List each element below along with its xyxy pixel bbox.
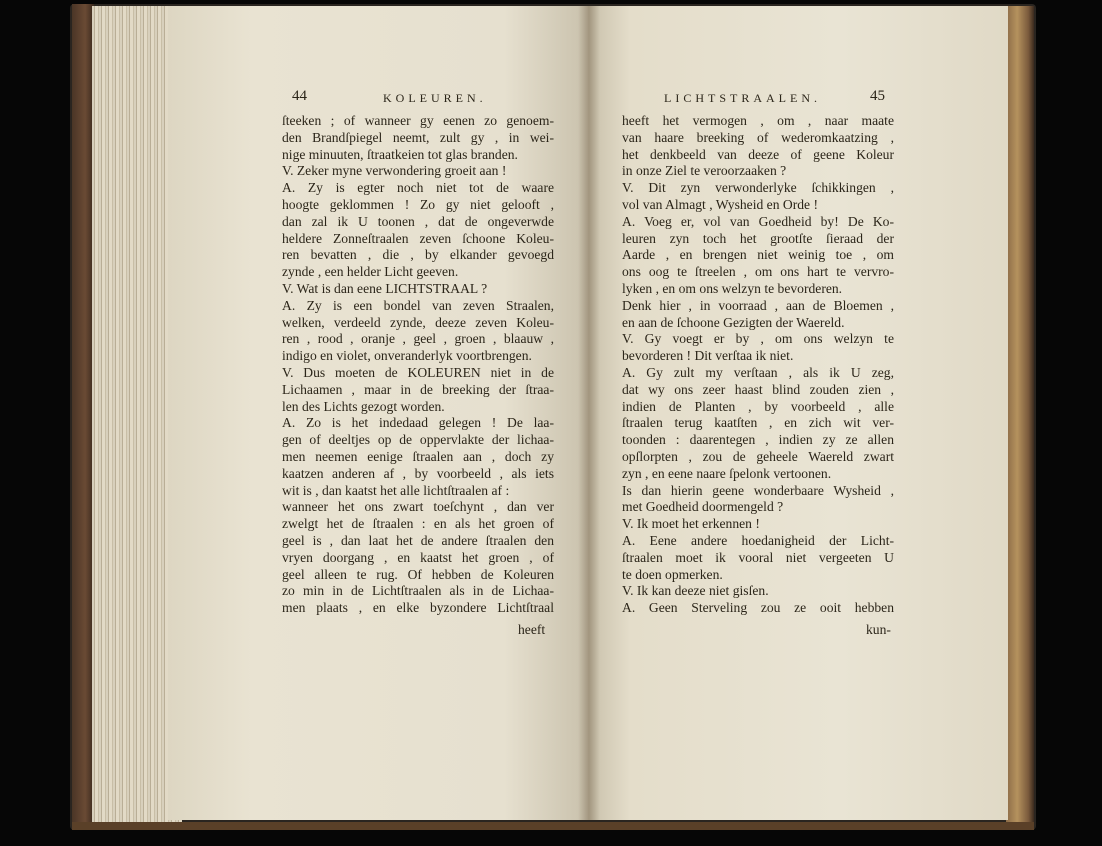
- text-line: ren , rood , oranje , geel , groen , blaauw ,: [282, 331, 554, 347]
- text-line: A. Geen Sterveling zou ze ooit hebben: [622, 600, 894, 616]
- text-line: vryen doorgang , en kaatst het groen , of: [282, 549, 554, 565]
- right-page-text: [622, 113, 894, 617]
- text-line: en aan de ſchoone Gezigten der Waereld.: [622, 314, 845, 330]
- text-line: opſlorpten , zou de geheele Waereld zwart: [622, 448, 894, 464]
- right-cover-edge: [1006, 6, 1034, 822]
- text-line: A. Zy is een bondel van zeven Straalen,: [282, 297, 554, 313]
- text-line: nige minuuten, ſtraatkeien tot glas branden.: [282, 146, 518, 162]
- text-line: V. Wat is dan eene LICHTSTRAAL ?: [282, 280, 488, 296]
- text-line: ſtraalen terug kaatſten , en zich wit ver-: [622, 415, 894, 431]
- text-line: Denk hier , in voorraad , aan de Bloemen ,: [622, 297, 894, 313]
- text-line: dan zal ik U toonen , dat de ongeverwde: [282, 213, 554, 229]
- text-line: indien de Planten , by voorbeeld , alle: [622, 398, 894, 414]
- text-line: V. Ik kan deeze niet gisſen.: [622, 583, 769, 599]
- text-line: toonden : daarentegen , indien zy ze allen: [622, 432, 894, 448]
- left-catchword: heeft: [518, 622, 546, 637]
- text-line: geel alleen te rug. Of hebben de Koleuren: [282, 566, 554, 582]
- text-line: ſtraalen moet ik vooral niet vergeeten U: [622, 549, 894, 565]
- text-line: Is dan hierin geene wonderbaare Wysheid ,: [622, 482, 894, 498]
- left-page-number: 44: [292, 88, 307, 104]
- text-line: te doen opmerken.: [622, 566, 723, 582]
- text-line: A. Eene andere hoedanigheid der Licht-: [622, 532, 894, 548]
- text-line: welken, verdeeld zynde, deeze zeven Koleu-: [282, 314, 554, 330]
- text-line: geel is , dan laat het de andere ſtraalen den: [282, 532, 554, 548]
- text-line: hoogte geklommen ! Zo gy niet gelooft ,: [282, 196, 554, 212]
- text-line: met Goedheid doormengeld ?: [622, 499, 784, 515]
- text-line: V. Ik moet het erkennen !: [622, 516, 760, 532]
- right-catchword: kun-: [866, 622, 891, 637]
- text-line: men neemen eenige ſtraalen aan , doch zy: [282, 448, 554, 464]
- text-line: indigo en violet, onveranderlyk voortbrengen.: [282, 348, 532, 364]
- text-line: ren bevatten , die , by elkander gevoegd: [282, 247, 554, 263]
- right-page-number: 45: [870, 88, 885, 104]
- text-line: zyn , en eene naare ſpelonk vertoonen.: [622, 465, 832, 481]
- text-line: men plaats , en elke byzondere Lichtſtraal: [282, 600, 554, 616]
- text-line: in onze Ziel te veroorzaaken ?: [622, 163, 787, 179]
- text-line: zo min in de Lichtſtraalen als in de Lichaa-: [282, 583, 554, 599]
- text-line: Aarde , en brengen niet weinig toe , om: [622, 247, 894, 263]
- text-line: V. Dit zyn verwonderlyke ſchikkingen ,: [622, 180, 894, 196]
- text-line: Lichaamen , maar in de breeking der ſtraa-: [282, 381, 554, 397]
- text-line: A. Zo is het indedaad gelegen ! De laa-: [282, 415, 554, 431]
- text-line: gen of deeltjes op de oppervlakte der lichaa-: [282, 432, 554, 448]
- text-line: lyken , en om ons welzyn te bevorderen.: [622, 280, 843, 296]
- left-cover-edge: [72, 4, 94, 826]
- text-line: heeft het vermogen , om , naar maate: [622, 113, 894, 128]
- text-line: A. Voeg er, vol van Goedheid by! De Ko-: [622, 213, 894, 229]
- text-line: wit is , dan kaatst het alle lichtſtraalen af :: [282, 482, 510, 498]
- text-line: A. Gy zult my verſtaan , als ik U zeg,: [622, 364, 894, 380]
- left-running-head: KOLEUREN.: [383, 91, 487, 105]
- text-line: V. Dus moeten de KOLEUREN niet in de: [282, 364, 554, 380]
- text-line: A. Zy is egter noch niet tot de waare: [282, 180, 554, 196]
- text-line: den Brandſpiegel neemt, zult gy , in wei-: [282, 129, 554, 145]
- text-line: wanneer het ons zwart toeſchynt , dan ver: [282, 499, 554, 515]
- text-line: V. Gy voegt er by , om ons welzyn te: [622, 331, 894, 347]
- bottom-cover-edge: [72, 822, 1034, 830]
- book-gutter: [578, 6, 600, 820]
- text-line: vol van Almagt , Wysheid en Orde !: [622, 196, 819, 212]
- text-line: kaatzen anderen af , by voorbeeld , als iets: [282, 465, 554, 481]
- text-line: ſteeken ; of wanneer gy eenen zo genoem-: [282, 113, 554, 128]
- text-line: heldere Zonneſtraalen zeven ſchoone Koleu-: [282, 230, 554, 246]
- text-line: ons oog te ſtreelen , om ons hart te vervro-: [622, 264, 894, 280]
- text-line: leuren zyn toch het grootſte ſieraad der: [622, 230, 894, 246]
- right-running-head: LICHTSTRAALEN.: [664, 91, 821, 105]
- text-line: zynde , een helder Licht geeven.: [282, 264, 459, 280]
- text-line: V. Zeker myne verwondering groeit aan !: [282, 163, 507, 179]
- text-line: zwelgt het de ſtraalen : en als het groen of: [282, 516, 554, 532]
- text-line: len des Lichts gezogt worden.: [282, 398, 445, 414]
- text-line: bevorderen ! Dit verſtaa ik niet.: [622, 348, 794, 364]
- text-line: het denkbeeld van deeze of geene Koleur: [622, 146, 894, 162]
- text-line: dat wy ons zeer haast blind zouden zien ,: [622, 381, 894, 397]
- text-line: van haare breeking of wederomkaatzing ,: [622, 129, 894, 145]
- left-page-text: [282, 113, 554, 617]
